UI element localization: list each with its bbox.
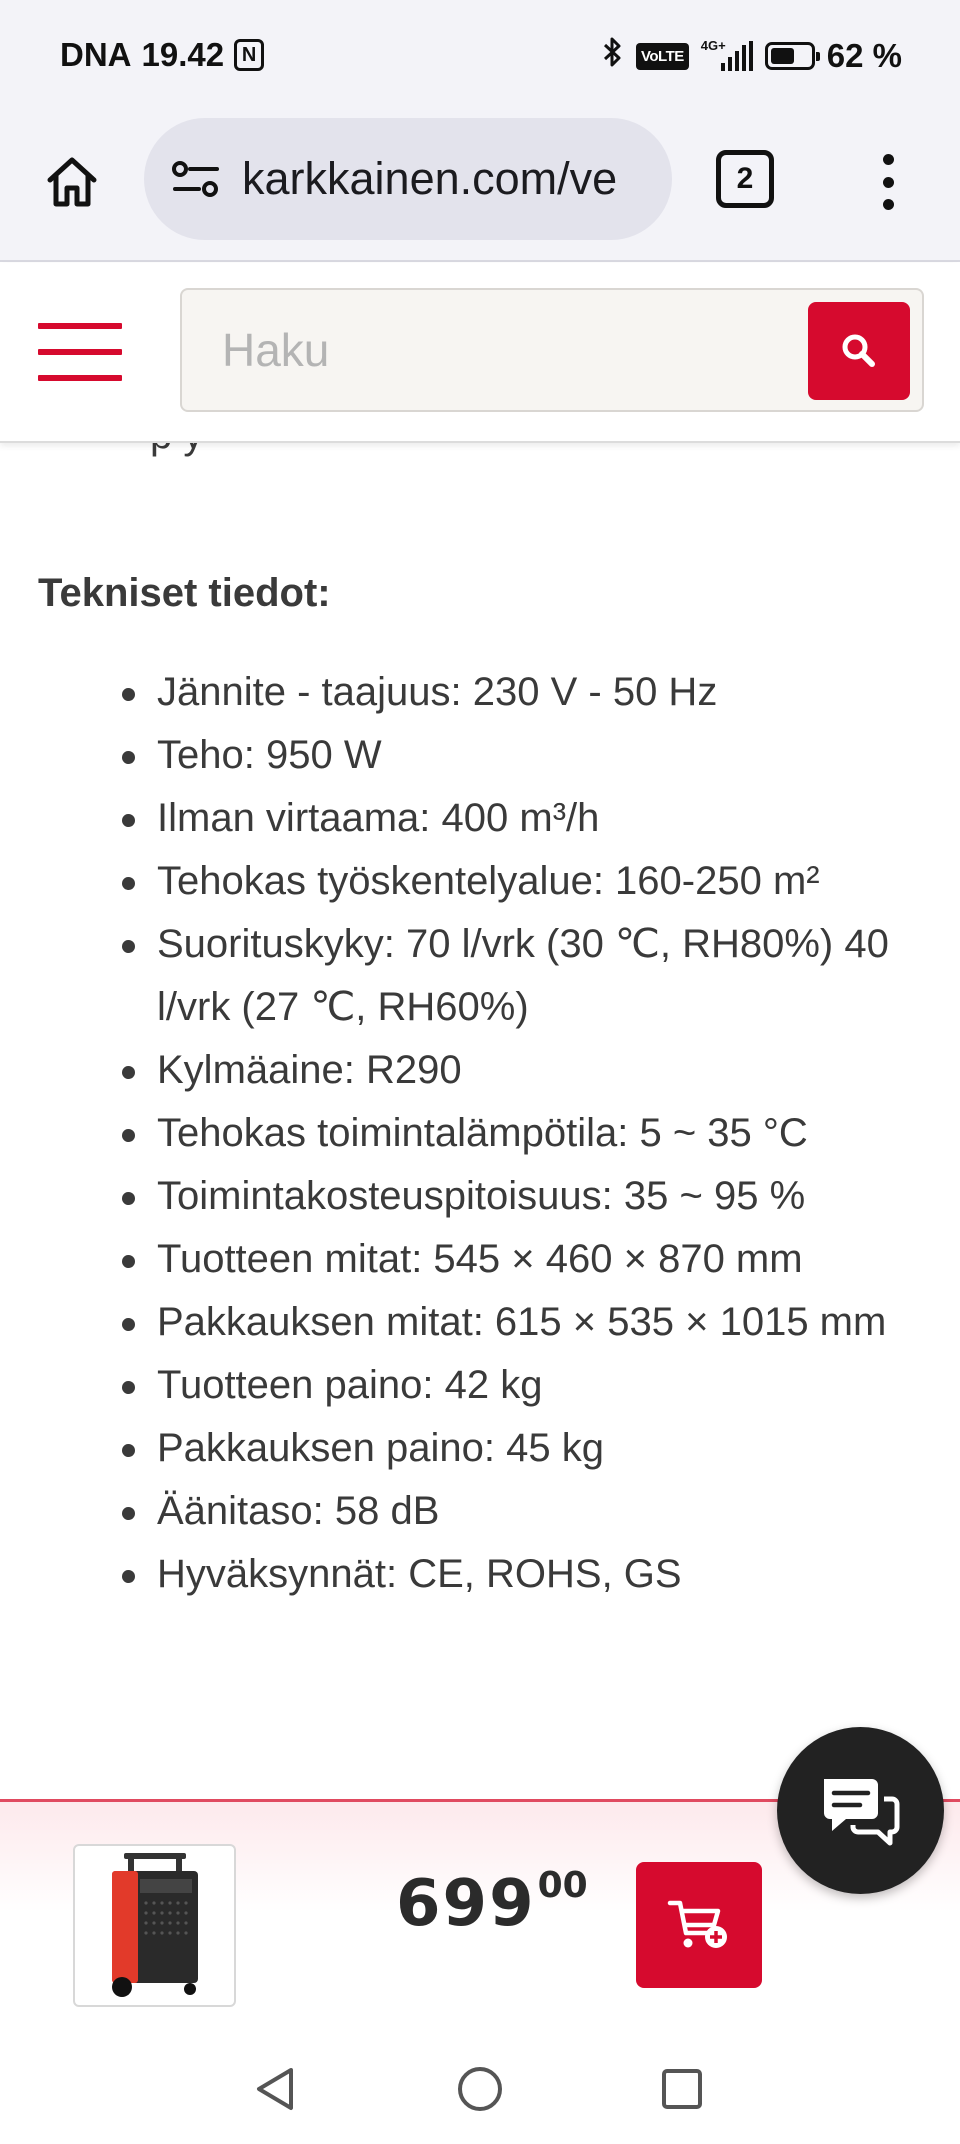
nfc-icon: N xyxy=(234,39,264,71)
volte-icon: VoLTE xyxy=(636,43,689,70)
signal-icon xyxy=(700,38,753,71)
spec-item: Tuotteen paino: 42 kg xyxy=(0,1354,960,1417)
add-to-cart-icon xyxy=(666,1895,732,1955)
tab-count: 2 xyxy=(736,162,754,195)
status-right xyxy=(602,36,902,76)
back-button[interactable] xyxy=(245,2059,305,2119)
recents-icon xyxy=(661,2068,703,2110)
home-nav-button[interactable] xyxy=(450,2059,510,2119)
more-vert-icon xyxy=(883,154,894,165)
spec-item: Tehokas toimintalämpötila: 5 ~ 35 °C xyxy=(0,1102,960,1165)
url-text: karkkainen.com/ve xyxy=(242,153,618,204)
clock: 19.42 xyxy=(141,36,225,73)
chat-button[interactable] xyxy=(777,1727,944,1894)
product-description xyxy=(0,443,960,1798)
search-icon xyxy=(839,331,879,371)
spec-item: Ilman virtaama: 400 m³/h xyxy=(0,787,960,850)
carrier-label: DNA xyxy=(60,36,132,73)
spec-item: Suorituskyky: 70 l/vrk (30 ℃, RH80%) 40 l/vrk (27 ℃, RH60%) xyxy=(0,913,960,1039)
browser-toolbar xyxy=(0,110,960,262)
battery-icon xyxy=(765,42,815,70)
recents-button[interactable] xyxy=(652,2059,712,2119)
spec-item: Pakkauksen mitat: 615 × 535 × 1015 mm xyxy=(0,1291,960,1354)
spec-item: Tuotteen mitat: 545 × 460 × 870 mm xyxy=(0,1228,960,1291)
site-header xyxy=(0,263,960,443)
bluetooth-icon xyxy=(602,36,624,76)
home-circle-icon xyxy=(456,2065,504,2113)
product-price xyxy=(396,1865,588,1941)
status-left xyxy=(60,36,264,74)
spec-heading: Tekniset tiedot: xyxy=(38,571,331,615)
battery-percent: 62 % xyxy=(826,37,902,74)
spec-item: Tehokas työskentelyalue: 160-250 m² xyxy=(0,850,960,913)
menu-icon[interactable] xyxy=(38,323,122,381)
spec-item: Jännite - taajuus: 230 V - 50 Hz xyxy=(0,661,960,724)
site-settings-icon[interactable] xyxy=(168,151,224,207)
spec-item: Teho: 950 W xyxy=(0,724,960,787)
browser-menu-button[interactable] xyxy=(868,150,908,214)
home-button[interactable] xyxy=(40,150,104,214)
system-navigation-bar xyxy=(0,2029,960,2144)
spec-item: Pakkauksen paino: 45 kg xyxy=(0,1417,960,1480)
spec-item: Toimintakosteuspitoisuus: 35 ~ 95 % xyxy=(0,1165,960,1228)
spec-item: Kylmäaine: R290 xyxy=(0,1039,960,1102)
search-input[interactable] xyxy=(182,290,802,410)
price-euros: 699 xyxy=(396,1867,536,1941)
dehumidifier-image xyxy=(90,1851,220,2001)
chat-icon xyxy=(816,1771,906,1851)
status-bar xyxy=(0,0,960,110)
network-type-label: 4G+ xyxy=(700,38,726,53)
product-thumbnail[interactable] xyxy=(73,1844,236,2007)
search-button[interactable] xyxy=(808,302,910,400)
spec-item: Äänitaso: 58 dB xyxy=(0,1480,960,1543)
address-bar[interactable] xyxy=(144,118,672,240)
spec-list xyxy=(0,661,960,1606)
search-bar xyxy=(180,288,924,412)
price-cents: 00 xyxy=(537,1865,588,1906)
add-to-cart-button[interactable] xyxy=(636,1862,762,1988)
back-icon xyxy=(253,2066,297,2112)
spec-item: Hyväksynnät: CE, ROHS, GS xyxy=(0,1543,960,1606)
home-icon xyxy=(44,154,100,210)
tab-switcher-button[interactable] xyxy=(716,150,774,208)
